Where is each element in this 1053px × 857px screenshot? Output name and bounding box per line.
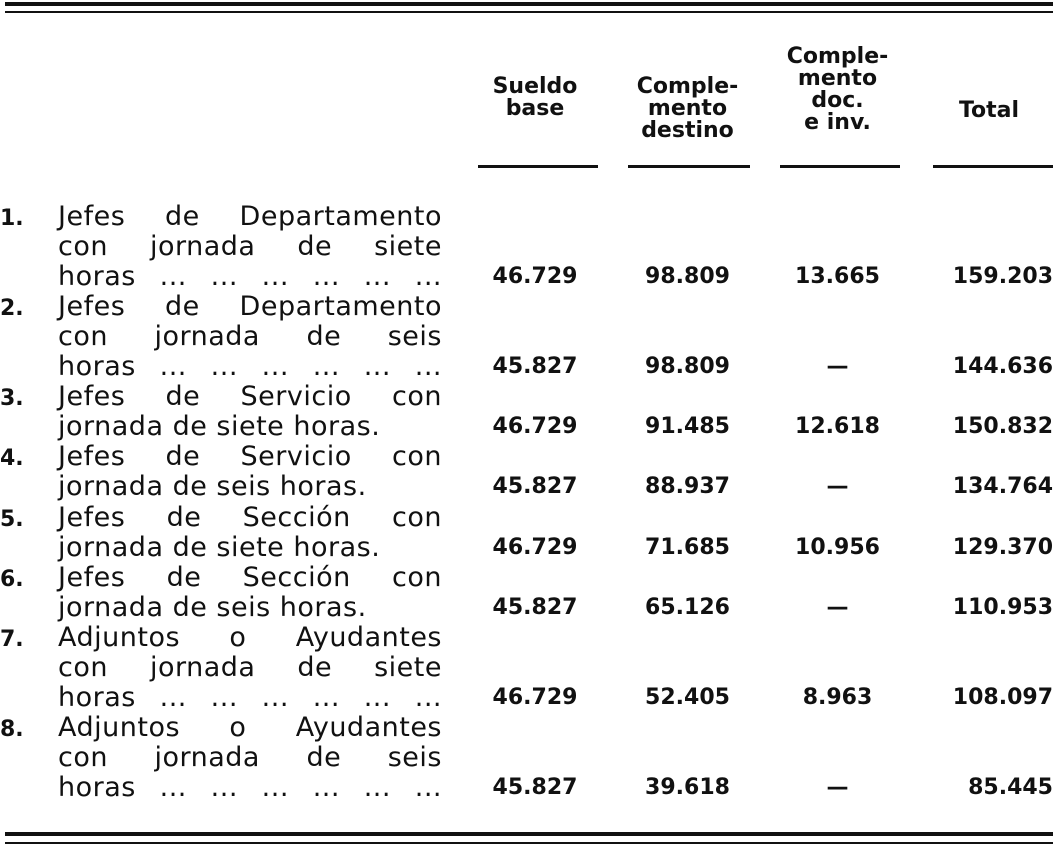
description-line: jornada de seis horas. [58,592,367,623]
complemento-destino-value: 91.485 [645,414,730,439]
sueldo-base-value: 45.827 [492,474,578,499]
header-text: mento [647,96,728,121]
row-number: 5. [0,507,24,532]
sueldo-base-value: 46.729 [492,414,578,439]
description-line: Adjuntos o Ayudantes [58,622,442,653]
sueldo-base-value: 46.729 [492,535,578,560]
row-number: 6. [0,567,24,592]
description-line: Jefes de Departamento [58,201,442,232]
description-line: Jefes de Servicio con [58,381,442,412]
description-line: Jefes de Departamento [58,291,442,322]
complemento-doc-value: — [826,354,849,379]
row-description [58,442,442,502]
row-description [58,623,442,713]
row-number: 4. [0,446,24,471]
description-line: con jornada de seis [58,742,442,773]
description-line: horas ... ... ... ... ... ... [58,261,442,292]
header-complemento-destino [625,76,750,142]
sueldo-base-value: 45.827 [492,595,578,620]
complemento-doc-value: 8.963 [802,685,873,710]
total-value: 108.097 [952,685,1053,710]
description-line: con jornada de seis [58,321,442,352]
complemento-doc-value: 13.665 [795,264,880,289]
description-line: Jefes de Sección con [58,502,442,533]
description-line: jornada de siete horas. [58,532,381,563]
description-line: horas ... ... ... ... ... ... [58,351,442,382]
header-underline [933,165,1053,168]
sueldo-base-value: 46.729 [492,264,578,289]
header-underline [478,165,598,168]
row-description [58,292,442,382]
header-text: Total [958,98,1020,123]
header-text: e inv. [804,110,871,135]
row-number: 8. [0,717,24,742]
top-rule [5,2,1053,6]
header-complemento-doc [775,46,900,134]
total-value: 150.832 [952,414,1053,439]
complemento-destino-value: 98.809 [645,354,730,379]
bottom-rule [5,832,1053,836]
header-text: Sueldo [492,74,578,99]
complemento-doc-value: 10.956 [795,535,880,560]
row-number: 2. [0,296,24,321]
header-underline [628,165,750,168]
header-sueldo-base [475,76,595,120]
header-text: mento [797,66,878,91]
row-number: 3. [0,386,24,411]
total-value: 110.953 [952,595,1053,620]
row-description [58,202,442,292]
sueldo-base-value: 45.827 [492,775,578,800]
complemento-destino-value: 71.685 [645,535,730,560]
bottom-rule-inner [5,842,1053,844]
description-line: Jefes de Sección con [58,562,442,593]
description-line: Adjuntos o Ayudantes [58,712,442,743]
sueldo-base-value: 46.729 [492,685,578,710]
header-text: destino [641,118,734,143]
total-value: 134.764 [952,474,1053,499]
description-line: horas ... ... ... ... ... ... [58,772,442,803]
total-value: 159.203 [952,264,1053,289]
header-text: doc. [811,88,864,113]
row-description [58,503,442,563]
total-value: 85.445 [968,775,1053,800]
complemento-doc-value: — [826,775,849,800]
total-value: 129.370 [952,535,1053,560]
description-line: Jefes de Servicio con [58,441,442,472]
description-line: horas ... ... ... ... ... ... [58,682,442,713]
header-total [925,100,1053,122]
row-description [58,713,442,803]
header-text: Comple- [636,74,739,99]
header-text: base [505,96,565,121]
description-line: jornada de seis horas. [58,471,367,502]
top-rule-inner [5,11,1053,13]
complemento-doc-value: 12.618 [795,414,880,439]
row-description [58,563,442,623]
row-number: 7. [0,627,24,652]
total-value: 144.636 [952,354,1053,379]
complemento-destino-value: 65.126 [645,595,730,620]
complemento-doc-value: — [826,474,849,499]
header-text: Comple- [786,44,889,69]
description-line: jornada de siete horas. [58,411,381,442]
description-line: con jornada de siete [58,652,442,683]
row-number: 1. [0,206,24,231]
complemento-destino-value: 88.937 [645,474,730,499]
row-description [58,382,442,442]
complemento-destino-value: 52.405 [645,685,730,710]
complemento-destino-value: 39.618 [645,775,730,800]
complemento-doc-value: — [826,595,849,620]
sueldo-base-value: 45.827 [492,354,578,379]
header-underline [780,165,900,168]
description-line: con jornada de siete [58,231,442,262]
complemento-destino-value: 98.809 [645,264,730,289]
